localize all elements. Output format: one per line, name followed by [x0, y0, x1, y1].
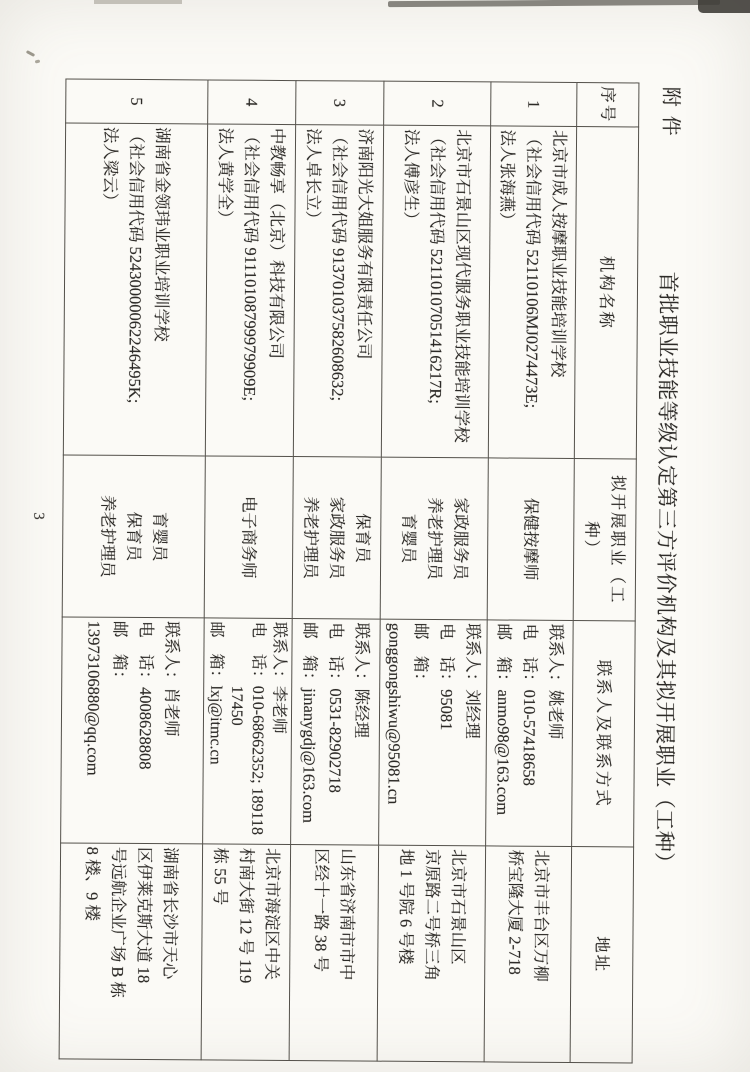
attachment-label: 附件: [659, 86, 682, 145]
cell-contact: 联系人：刘经理 电 话：95081 邮 箱：gonggongshiwu@95081.cn: [379, 619, 488, 846]
orgs-table: [59, 78, 640, 1063]
cell-address: 北京市海淀区中关 村南大街 12 号 119 栋 55 号: [201, 844, 291, 1061]
table-row-2: [377, 81, 491, 1062]
cell-org: 中教畅享（北京）科技有限公司 （社会信用代码 91110108799979909E; 法人黄学全）: [205, 124, 295, 457]
header-cell-jobs: 拟开展职业（工种）: [573, 459, 636, 621]
cell-jobs: 育婴员 保育员 养老护理员: [62, 455, 205, 618]
header-cell-no: 序号: [577, 83, 639, 127]
cell-jobs: 家政服务员 养老护理员 育婴员: [380, 457, 488, 620]
cell-org: 北京市成人按摩职业技能培训学校 （社会信用代码 52110106MJ0274473E; 法人张海燕）: [488, 126, 576, 459]
cell-address: 山东省济南市市中 区经十一路 38 号: [289, 845, 379, 1062]
document-title: 首批职业技能等级认定第三方评价机构及其拟开展职业（工种）: [651, 271, 681, 874]
table-row-4: [201, 80, 296, 1061]
cell-address: 湖南省长沙市天心 区伊莱克斯大道 18 号远航企业广场 B 栋 8 楼、9 楼: [59, 843, 203, 1060]
cell-jobs: 保健按摩师: [487, 458, 574, 621]
cell-contact: 联系人：姚老师 电 话：010-57418658 邮 箱：anmo98@163.com: [486, 620, 574, 847]
cell-contact: 联系人：李老师 电 话：010-68662352; 189118 17450 邮 箱：lxj@itmc.cn: [203, 618, 293, 845]
header-cell-address: 地址: [570, 847, 634, 1063]
cell-address: 北京市丰台区万柳 桥宝隆大厦 2-718: [484, 846, 572, 1063]
cell-jobs: 保育员 家政服务员 养老护理员: [292, 457, 381, 620]
cell-org: 济南阳光大姐服务有限责任公司 （社会信用代码 913701037582608632; 法人卓长立）: [293, 125, 383, 458]
cell-contact: 联系人：陈经理 电 话：0531-82902718 邮 箱：jinanygdj@163.com: [291, 619, 381, 846]
cell-no: 5: [66, 79, 208, 124]
cell-jobs: 电子商务师: [204, 456, 293, 619]
cell-no: 2: [384, 81, 491, 126]
table-row-5: [59, 79, 208, 1060]
header-cell-org: 机构名称: [574, 127, 638, 459]
header-row: [570, 83, 639, 1063]
table-row-3: [289, 81, 384, 1062]
table-row-1: [484, 82, 577, 1063]
cell-org: 湖南省金领玮业职业培训学校 （社会信用代码 52430000062246495K; 法人梁云）: [63, 123, 207, 456]
cell-no: 3: [296, 81, 384, 126]
cell-org: 北京市石景山区现代服务职业技能培训学校 （社会信用代码 52110107051416217R; 法人傅彦生）: [381, 125, 490, 458]
cell-no: 1: [491, 82, 577, 127]
cell-contact: 联系人：肖老师 电 话：4008628808 邮 箱：13973106880@qq.com: [61, 617, 205, 844]
cell-no: 4: [208, 80, 296, 125]
header-cell-contact: 联系人及联系方式: [572, 621, 636, 847]
cell-address: 北京市石景山区 京原路二号桥三角 地 1 号院 6 号楼: [377, 845, 486, 1062]
page-number: 3: [30, 512, 47, 520]
